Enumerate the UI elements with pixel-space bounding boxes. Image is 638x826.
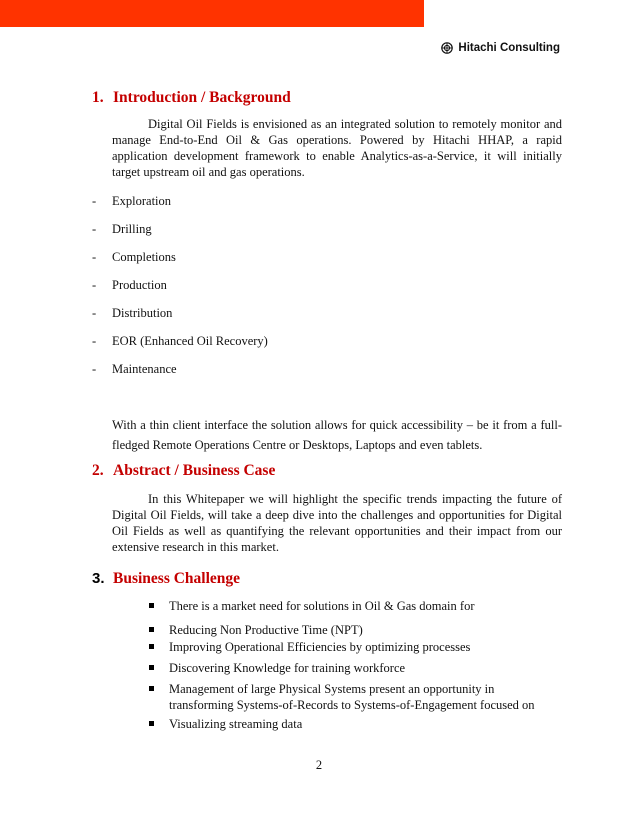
list-item: - Drilling [92,222,152,236]
brand [441,42,560,54]
section-3-title: Business Challenge [113,570,241,587]
brand-name: Hitachi Consulting [458,42,560,54]
list-item: - Distribution [92,306,173,320]
list-item: - Exploration [92,194,172,208]
list-item: Visualizing streaming data [148,716,562,732]
bullet-square-icon [148,598,169,614]
bullet-square-icon [148,622,169,638]
list-item: - Production [92,278,167,292]
section-1-number: 1. [92,89,104,106]
list-item: - Completions [92,250,176,264]
list-item: There is a market need for solutions in Oil & Gas domain for [148,598,562,614]
section-2-body: In this Whitepaper we will highlight the specific trends impacting the future of Digital Oil Fields, will take a deep dive into the challenges and opportunities for Digital Oil Fields as well as quantifying the relevant opportunities and their impact from our extensive research in this market. [112,492,562,554]
section-3-number: 3. [92,570,105,587]
section-1-closing: With a thin client interface the solution allows for quick accessibility – be it from a full-fledged Remote Operations Centre or Desktops, Laptops and even tablets. [112,418,562,452]
list-item: Improving Operational Efficiencies by optimizing processes [148,639,562,655]
section-1-title: Introduction / Background [113,89,291,106]
list-item: Management of large Physical Systems present an opportunity in transforming Systems-of-Records to Systems-of-Engagement focused on [148,681,562,713]
header-accent-bar [0,0,424,27]
bullet-square-icon [148,716,169,732]
bullet-square-icon [148,660,169,676]
page-number: 2 [315,758,323,772]
section-2-title: Abstract / Business Case [113,462,276,479]
section-2-number: 2. [92,462,104,479]
list-item: - Maintenance [92,362,177,376]
bullet-square-icon [148,681,169,713]
section-2-heading [92,462,275,480]
bullet-square-icon [148,639,169,655]
section-1-heading [92,89,291,107]
hitachi-logo-icon [441,42,453,54]
section-1-intro: Digital Oil Fields is envisioned as an integrated solution to remotely monitor and manage End-to-End Oil & Gas operations. Powered by Hitachi HHAP, a rapid application development framework to enable Analytics-as-a-Service, it will initially target upstream oil and gas operations. [112,117,562,179]
section-3-heading [92,570,240,588]
list-item: Reducing Non Productive Time (NPT) [148,622,562,638]
list-item: Discovering Knowledge for training workforce [148,660,562,676]
list-item: - EOR (Enhanced Oil Recovery) [92,334,268,348]
